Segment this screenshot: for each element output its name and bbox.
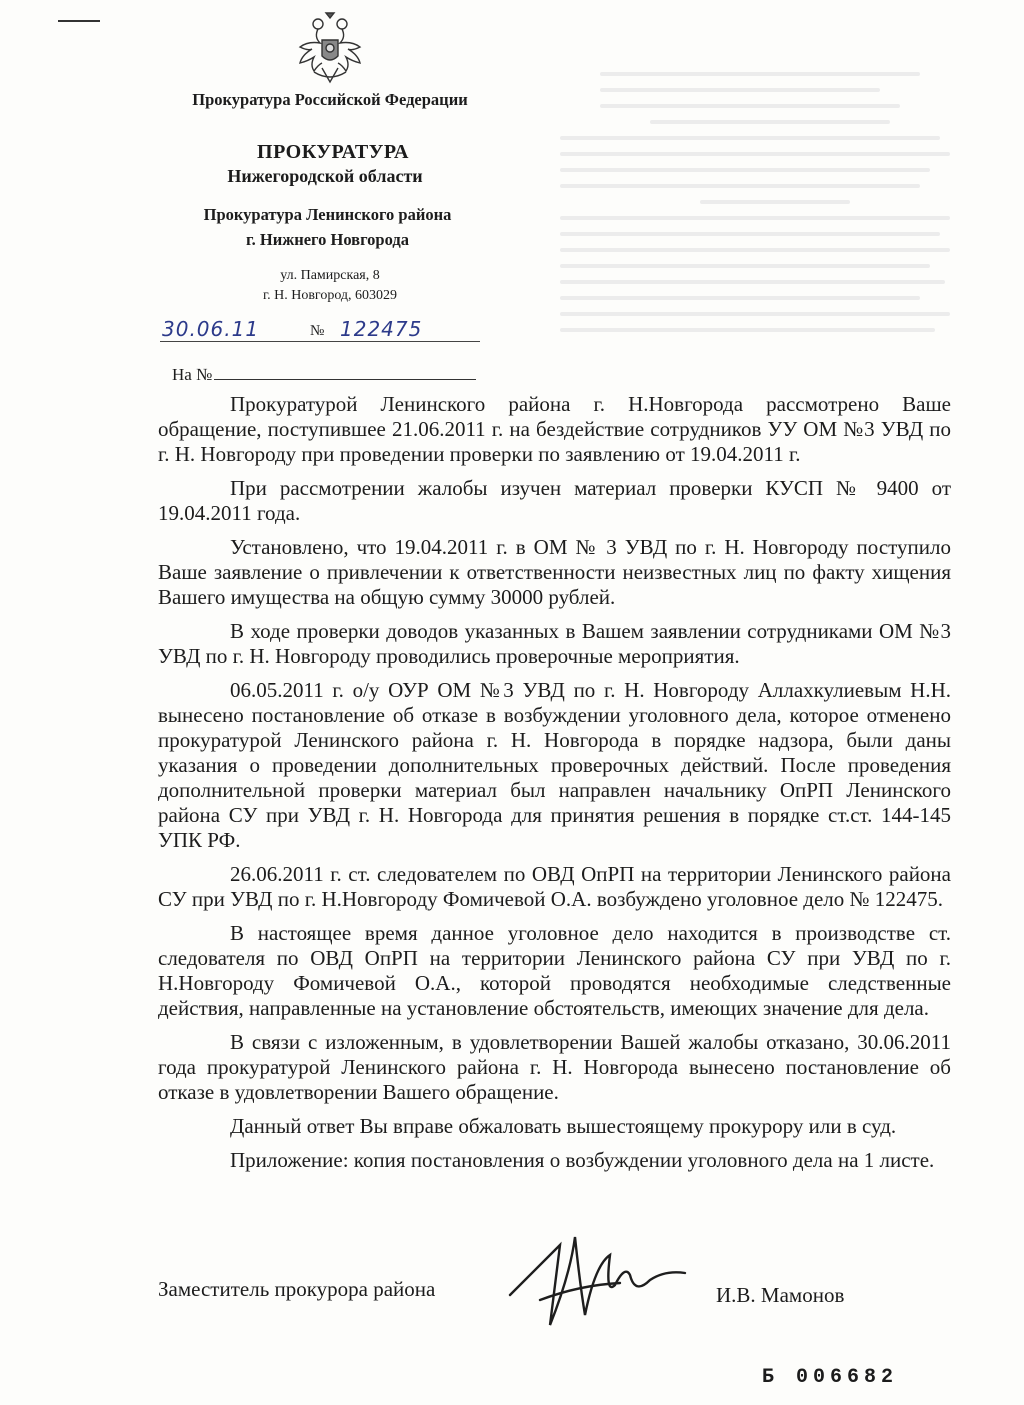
registration-date: 30.06.11 <box>162 317 260 341</box>
reference-blank-line <box>214 365 476 380</box>
handwritten-signature <box>500 1225 700 1335</box>
form-serial-number: Б 006682 <box>762 1366 899 1389</box>
paragraph: В настоящее время данное уголовное дело находится в производстве ст. следователя по ОВД ОпРП на территории Ленинского района СУ при УВД по г. Н.Новгороду Фомичевой О.А., которой проводятся необходимые следственные действия, направленные на установление обстоятельств, имеющих значение для дела. <box>158 921 951 1020</box>
paragraph: Установлено, что 19.04.2011 г. в ОМ № 3 УВД по г. Н. Новгороду поступило Ваше заявление о привлечении к ответственности неизвестных лиц по факту хищения Вашего имущества на общую сумму 30000 рублей. <box>158 535 951 609</box>
paragraph: Данный ответ Вы вправе обжаловать вышестоящему прокурору или в суд. <box>230 1114 897 1138</box>
coat-of-arms-emblem-icon <box>292 10 368 88</box>
paragraph: 26.06.2011 г. ст. следователем по ОВД ОпРП на территории Ленинского района СУ при УВД по г. Н.Новгороду Фомичевой О.А. возбуждено уголовное дело № 122475. <box>158 862 951 911</box>
org-main: ПРОКУРАТУРА <box>257 141 409 163</box>
registration-number: 122475 <box>340 317 423 341</box>
signer-role: Заместитель прокурора района <box>158 1277 436 1301</box>
reference-label: На № <box>172 365 213 384</box>
letter-body <box>158 392 951 1182</box>
paragraph: В ходе проверки доводов указанных в Вашем заявлении сотрудниками ОМ №3 УВД по г. Н. Новгороду проводились проверочные мероприятия. <box>158 619 951 668</box>
org-district <box>165 202 490 252</box>
org-address <box>235 266 425 306</box>
registration-line <box>160 317 480 347</box>
paragraph: При рассмотрении жалобы изучен материал проверки КУСП № 9400 от 19.04.2011 года. <box>158 476 951 525</box>
address-city: г. Н. Новгород, 603029 <box>262 288 398 303</box>
paragraph: В связи с изложенным, в удовлетворении Вашей жалобы отказано, 30.06.2011 года прокуратурой Ленинского района г. Н. Новгорода вынесено постановление об отказе в удовлетворении Вашего обращение. <box>158 1030 951 1104</box>
reference-field <box>172 365 476 385</box>
paragraph: 06.05.2011 г. о/у ОУР ОМ №3 УВД по г. Н. Новгороду Аллахкулиевым Н.Н. вынесено постановление об отказе в возбуждении уголовного дела, которое отменено прокуратурой Ленинского района г. Н. Новгорода в порядке надзора, были даны указания о проведении дополнительных проверочных действий. После проведения дополнительной проверки материал был направлен начальнику ОпРП Ленинского района СУ при УВД г. Н. Новгорода для принятия решения в порядке ст.ст. 144-145 УПК РФ. <box>158 678 951 852</box>
registration-underline <box>160 341 480 342</box>
paragraph: Приложение: копия постановления о возбуждении уголовного дела на 1 листе. <box>230 1148 935 1172</box>
signer-name: И.В. Мамонов <box>716 1283 845 1307</box>
org-region: Нижегородской области <box>227 166 423 186</box>
org-district-line-2: г. Нижнего Новгорода <box>246 230 409 249</box>
paragraph: Прокуратурой Ленинского района г. Н.Новгорода рассмотрено Ваше обращение, поступившее 21.06.2011 г. на бездействие сотрудников УУ ОМ №3 УВД по г. Н. Новгороду при проведении проверки по заявлению от 19.04.2011 г. <box>158 392 951 466</box>
org-district-line-1: Прокуратура Ленинского района <box>203 205 452 224</box>
org-rf: Прокуратура Российской Федерации <box>192 90 468 109</box>
address-street: ул. Памирская, 8 <box>280 268 380 283</box>
corner-mark <box>58 20 100 22</box>
registration-no-label: № <box>310 323 325 339</box>
